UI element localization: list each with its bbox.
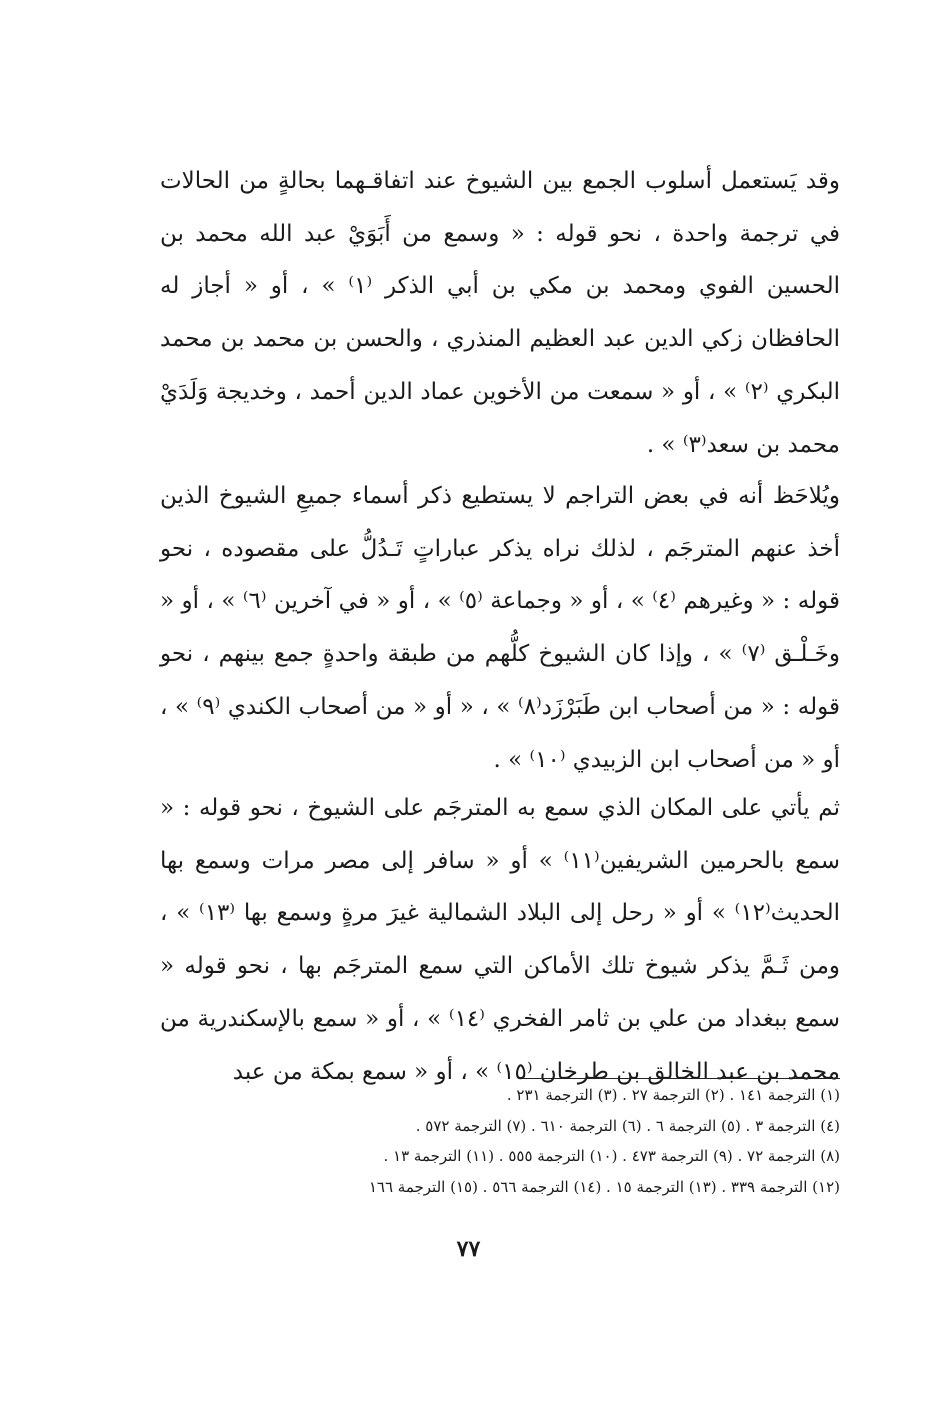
paragraph-text: ويُلاحَظ أنه في بعض التراجم لا يستطيع ذكر أسماء جميعِ الشيوخ الذين أخذ عنهم المترجَم ، لذلك نراه يذكر عباراتٍ تَـدُلُّ على مقصوده ، نحو قوله : « وغيرهم ⁽٤⁾ » ، أو « وجماعة ⁽٥⁾ » ، أو « في آخرين ⁽٦⁾ » ، أو « وخَـلْـق ⁽٧⁾ » ، وإذا كان الشيوخ كلُّهم من طبقة واحدةٍ جمع بينهم ، نحو قوله : « من أصحاب ابن طَبَرْزَد⁽٨⁾ » ، « أو « من أصحاب الكندي ⁽٩⁾ » ، أو « من أصحاب ابن الزبيدي ⁽١٠⁾ » . — [160, 483, 840, 773]
footnote-line: (١٢) الترجمة ٣٣٩ . (١٣) الترجمة ١٥ . (١٤) الترجمة ٥٦٦ . (١٥) الترجمة ١٦٦ — [368, 1177, 840, 1196]
paragraph-text: ثم يأتي على المكان الذي سمع به المترجَم على الشيوخ ، نحو قوله : « سمع بالحرمين الشريفين⁽١١⁾ » أو « سافر إلى مصر مرات وسمع بها الحديث⁽١٢⁾ » أو « رحل إلى البلاد الشمالية غيرَ مرةٍ وسمع بها ⁽١٣⁾ » ، ومن ثَـمَّ يذكر شيوخ تلك الأماكن التي سمع المترجَم بها ، نحو قوله « سمع ببغداد من علي بن ثامر الفخري ⁽١٤⁾ » ، أو « سمع بالإسكندرية من محمد بن عبد الخالق بن طرخان ⁽١٥⁾ » ، أو « سمع بمكة من عبد — [160, 795, 840, 1085]
paragraph-3 — [160, 782, 840, 1098]
paragraph-2 — [160, 470, 840, 786]
paragraph-1 — [160, 155, 840, 471]
footnotes — [180, 1080, 840, 1202]
footnote-line: (٨) الترجمة ٧٢ . (٩) الترجمة ٤٧٣ . (١٠) الترجمة ٥٥٥ . (١١) الترجمة ١٣ . — [383, 1147, 840, 1166]
paragraph-text: وقد يَستعمل أسلوب الجمع بين الشيوخ عند اتفاقـهما بحالةٍ من الحالات في ترجمة واحدة ، نحو قوله : « وسمع من أَبَوَيْ عبد الله محمد بن الحسين الفوي ومحمد بن مكي بن أبي الذكر ⁽١⁾ » ، أو « أجاز له الحافظان زكي الدين عبد العظيم المنذري ، والحسن بن محمد بن محمد البكري ⁽٢⁾ » ، أو « سمعت من الأخوين عماد الدين أحمد ، وخديجة وَلَدَيْ محمد بن سعد⁽٣⁾ » . — [160, 168, 841, 458]
page-number: ٧٧ — [456, 1236, 481, 1262]
footnote-line: (٤) الترجمة ٣ . (٥) الترجمة ٦ . (٦) الترجمة ٦١٠ . (٧) الترجمة ٥٧٢ . — [415, 1116, 840, 1135]
footnote-separator — [520, 1078, 840, 1079]
footnote-line: (١) الترجمة ١٤١ . (٢) الترجمة ٢٧ . (٣) الترجمة ٢٣١ . — [506, 1086, 840, 1104]
